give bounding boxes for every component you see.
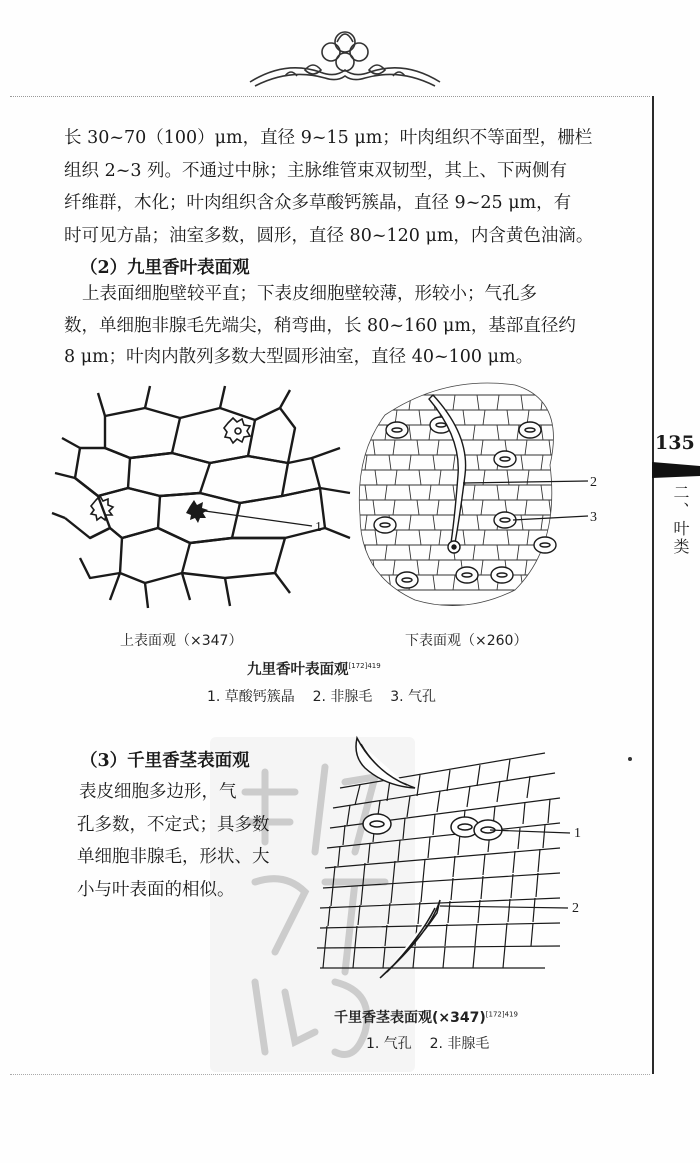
figure-title-leaf (247, 658, 381, 679)
chapter-tab-marker (652, 462, 700, 478)
upper-surface-caption: 上表面观（×347） (120, 633, 243, 649)
paragraph-stem-surface (77, 776, 277, 906)
section-heading-leaf-surface: （2）九里香叶表面观 (80, 258, 250, 278)
text-line: 表皮细胞多边形，气 (79, 782, 237, 802)
margin-line (652, 96, 654, 1074)
text-line: 小与叶表面的相似。 (77, 879, 235, 900)
upper-surface-illustration (50, 378, 360, 618)
stem-surface-illustration (305, 728, 625, 1010)
text-line: 孔多数，不定式；具多数 (77, 814, 270, 835)
figure-reference: [172]419 (485, 1010, 518, 1019)
paragraph-continued (64, 122, 612, 252)
chapter-label: 二、叶类 (671, 484, 690, 556)
marker-3: 3 (590, 510, 597, 525)
top-rule (10, 96, 650, 97)
text-line: 时可见方晶；油室多数，圆形，直径 80~120 μm，内含黄色油滴。 (64, 225, 594, 246)
text-line: 长 30~70（100）μm，直径 9~15 μm；叶肉组织不等面型，栅栏 (64, 128, 593, 148)
figure-reference: [172]419 (348, 662, 381, 671)
figure-title-text: 九里香叶表面观 (247, 662, 349, 678)
header-ornament (245, 20, 445, 92)
text-line: 上表面细胞壁较平直；下表皮细胞壁较薄，形较小；气孔多 (82, 284, 537, 304)
paragraph-leaf-surface (64, 279, 612, 374)
text-line: 数，单细胞非腺毛先端尖，稍弯曲，长 80~160 μm，基部直径约 (64, 315, 576, 336)
figure-legend-stem: 1. 气孔 2. 非腺毛 (366, 1036, 490, 1052)
figure-title-text: 千里香茎表面观(×347) (334, 1010, 486, 1026)
section-heading-stem-surface: （3）千里香茎表面观 (80, 751, 250, 771)
lower-surface-caption: 下表面观（×260） (405, 633, 528, 649)
margin-dot (628, 757, 632, 761)
page-number: 135 (655, 432, 695, 454)
lower-surface-illustration (345, 375, 615, 620)
text-line: 8 μm；叶肉内散列多数大型圆形油室，直径 40~100 μm。 (64, 347, 534, 367)
text-line: 组织 2~3 列。不通过中脉；主脉维管束双韧型，其上、下两侧有 (64, 160, 568, 181)
marker-1: 1 (315, 520, 322, 535)
text-line: 单细胞非腺毛，形状、大 (77, 847, 270, 867)
marker-2: 2 (572, 901, 579, 916)
figure-legend-leaf: 1. 草酸钙簇晶 2. 非腺毛 3. 气孔 (207, 689, 437, 705)
text-line: 纤维群，木化；叶肉组织含众多草酸钙簇晶，直径 9~25 μm，有 (64, 193, 572, 213)
marker-1: 1 (574, 826, 581, 841)
marker-2: 2 (590, 475, 597, 490)
figure-title-stem (334, 1007, 518, 1027)
